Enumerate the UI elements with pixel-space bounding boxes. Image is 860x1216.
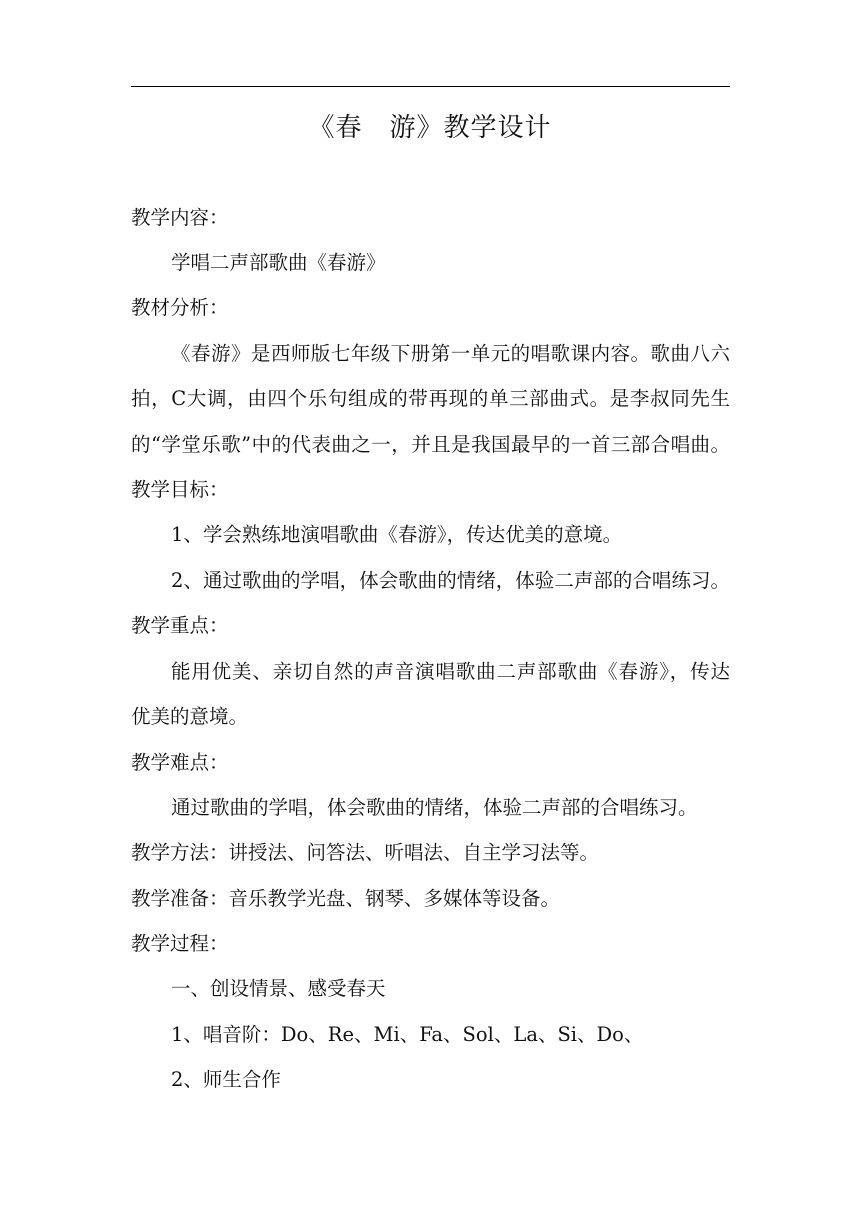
analysis-line-3: 的“学堂乐歌”中的代表曲之一，并且是我国最早的一首三部合唱曲。 bbox=[131, 433, 730, 456]
key-line-2: 优美的意境。 bbox=[131, 705, 249, 728]
process-item-3: 2、师生合作 bbox=[171, 1068, 281, 1091]
goals-heading: 教学目标： bbox=[131, 478, 229, 501]
analysis-line-2: 拍，C大调，由四个乐句组成的带再现的单三部曲式。是李叔同先生 bbox=[131, 387, 730, 410]
process-item-2: 1、唱音阶：Do、Re、Mi、Fa、Sol、La、Si、Do、 bbox=[171, 1023, 644, 1046]
analysis-line-1: 《春游》是西师版七年级下册第一单元的唱歌课内容。歌曲八六 bbox=[171, 342, 730, 365]
document-title: 《春 游》教学设计 bbox=[308, 113, 552, 143]
process-item-1: 一、创设情景、感受春天 bbox=[171, 977, 386, 1000]
preparation-text: 教学准备：音乐教学光盘、钢琴、多媒体等设备。 bbox=[131, 887, 561, 910]
difficulty-heading: 教学难点： bbox=[131, 751, 229, 774]
goal-item-1: 1、学会熟练地演唱歌曲《春游》，传达优美的意境。 bbox=[171, 523, 623, 546]
header-rule bbox=[131, 86, 730, 87]
key-line-1: 能用优美、亲切自然的声音演唱歌曲二声部歌曲《春游》，传达 bbox=[171, 660, 730, 683]
goal-item-2: 2、通过歌曲的学唱，体会歌曲的情绪，体验二声部的合唱练习。 bbox=[171, 569, 730, 592]
difficulty-text: 通过歌曲的学唱，体会歌曲的情绪，体验二声部的合唱练习。 bbox=[171, 796, 698, 819]
key-heading: 教学重点： bbox=[131, 614, 229, 637]
process-heading: 教学过程： bbox=[131, 932, 229, 955]
analysis-heading: 教材分析： bbox=[131, 296, 229, 319]
content-text: 学唱二声部歌曲《春游》 bbox=[171, 251, 386, 274]
content-heading: 教学内容： bbox=[131, 206, 229, 229]
methods-text: 教学方法：讲授法、问答法、听唱法、自主学习法等。 bbox=[131, 841, 600, 864]
